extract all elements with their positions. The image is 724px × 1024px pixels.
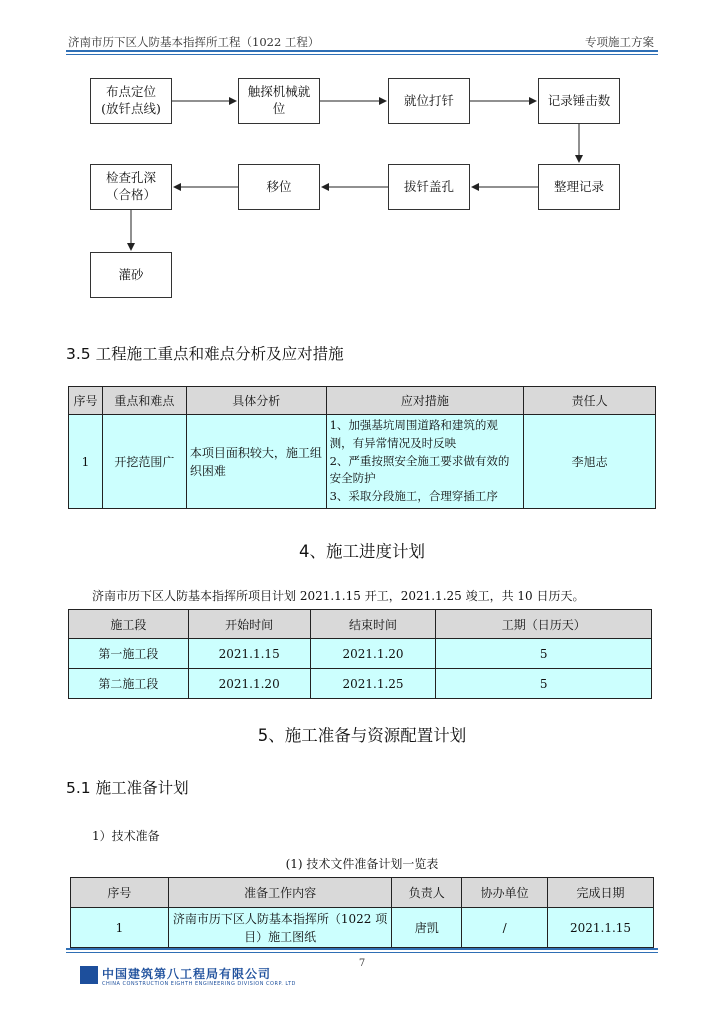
heading-5: 5、施工准备与资源配置计划: [257, 726, 467, 745]
cell-unit: /: [462, 908, 548, 948]
table-row: [69, 669, 652, 699]
th-content: 准备工作内容: [168, 878, 392, 908]
cell-point: 开挖范围广: [102, 415, 186, 509]
cell-measures: 1、加强基坑周围道路和建筑的观测，有异常情况及时反映 2、严重按照安全施工要求做有效的安全防护 3、采取分段施工，合理穿插工序: [326, 415, 524, 509]
th-segment: 施工段: [69, 610, 189, 639]
flow-step-sand: 灌砂: [90, 252, 172, 298]
cell-analysis: 本项目面积较大，施工组织困难: [186, 415, 326, 509]
th-analysis: 具体分析: [186, 387, 326, 415]
th-point: 重点和难点: [102, 387, 186, 415]
th-person: 责任人: [524, 387, 656, 415]
th-no: 序号: [71, 878, 169, 908]
table-header-row: [69, 610, 652, 639]
flow-step-organize: 整理记录: [538, 164, 620, 210]
company-name: 中国建筑第八工程局有限公司: [102, 967, 272, 981]
flow-step-layout: 布点定位 (放钎点线): [90, 78, 172, 124]
table-row: [69, 639, 652, 669]
flow-step-move: 移位: [238, 164, 320, 210]
cell-segment: 第一施工段: [69, 639, 189, 669]
schedule-table: [68, 609, 652, 699]
heading-3-5: 3.5 工程施工重点和难点分析及应对措施: [66, 345, 344, 363]
flowchart-arrows: [0, 0, 724, 320]
header-project-title: 济南市历下区人防基本指挥所工程（1022 工程）: [68, 35, 320, 49]
th-duration: 工期（日历天）: [436, 610, 652, 639]
th-person: 负责人: [392, 878, 462, 908]
cell-person: 唐凯: [392, 908, 462, 948]
page-number: 7: [358, 958, 366, 969]
heading-4: 4、施工进度计划: [299, 542, 425, 561]
key-points-table: [68, 386, 656, 509]
company-name-en: CHINA CONSTRUCTION EIGHTH ENGINEERING DIVISION CORP. LTD: [102, 981, 296, 987]
tech-docs-table: [70, 877, 654, 948]
table-header-row: [71, 878, 654, 908]
cell-person: 李旭志: [524, 415, 656, 509]
cell-no: 1: [71, 908, 169, 948]
th-date: 完成日期: [548, 878, 654, 908]
table-row: [69, 415, 656, 509]
flow-step-drive: 就位打钎: [388, 78, 470, 124]
th-start: 开始时间: [188, 610, 310, 639]
th-no: 序号: [69, 387, 103, 415]
cell-end: 2021.1.25: [310, 669, 436, 699]
cell-end: 2021.1.20: [310, 639, 436, 669]
footer-rule-thin: [66, 952, 658, 953]
cell-segment: 第二施工段: [69, 669, 189, 699]
cell-date: 2021.1.15: [548, 908, 654, 948]
cell-duration: 5: [436, 669, 652, 699]
flow-step-pull: 拔钎盖孔: [388, 164, 470, 210]
item-tech-prep: 1）技术准备: [92, 829, 160, 843]
cell-start: 2021.1.15: [188, 639, 310, 669]
table-header-row: [69, 387, 656, 415]
cell-duration: 5: [436, 639, 652, 669]
heading-5-1: 5.1 施工准备计划: [66, 779, 189, 797]
cell-no: 1: [69, 415, 103, 509]
flow-step-machine: 触探机械就 位: [238, 78, 320, 124]
th-end: 结束时间: [310, 610, 436, 639]
flow-step-check: 检查孔深 （合格）: [90, 164, 172, 210]
cell-start: 2021.1.20: [188, 669, 310, 699]
footer-rule: [66, 948, 658, 950]
th-unit: 协办单位: [462, 878, 548, 908]
company-logo-icon: [80, 966, 98, 984]
header-doc-type: 专项施工方案: [585, 35, 654, 49]
table-row: [71, 908, 654, 948]
th-measures: 应对措施: [326, 387, 524, 415]
cell-content: 济南市历下区人防基本指挥所（1022 项目）施工图纸: [168, 908, 392, 948]
table-caption: (1) 技术文件准备计划一览表: [285, 857, 439, 871]
flow-step-record: 记录锤击数: [538, 78, 620, 124]
schedule-intro: 济南市历下区人防基本指挥所项目计划 2021.1.15 开工，2021.1.25 竣工，共 10 日历天。: [92, 589, 585, 603]
